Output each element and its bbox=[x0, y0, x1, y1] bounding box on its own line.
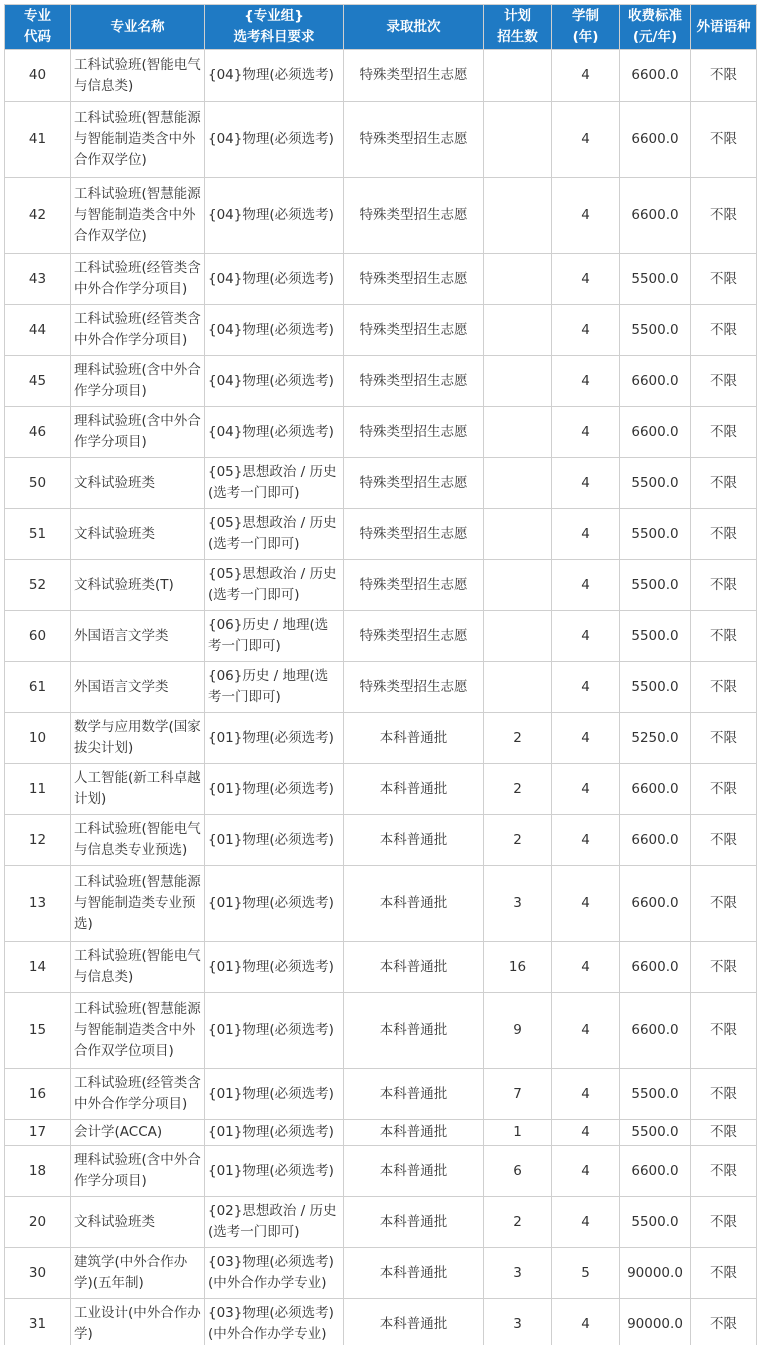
cell-code: 15 bbox=[5, 993, 71, 1069]
cell-plan-count: 2 bbox=[484, 815, 552, 866]
cell-subject-requirement: {01}物理(必须选考) bbox=[205, 764, 344, 815]
cell-major-name: 理科试验班(含中外合作学分项目) bbox=[71, 1146, 205, 1197]
cell-language: 不限 bbox=[691, 815, 757, 866]
cell-plan-count bbox=[484, 662, 552, 713]
cell-fee: 6600.0 bbox=[620, 178, 691, 254]
cell-code: 40 bbox=[5, 50, 71, 102]
cell-language: 不限 bbox=[691, 662, 757, 713]
cell-years: 4 bbox=[552, 1197, 620, 1248]
cell-years: 4 bbox=[552, 509, 620, 560]
cell-plan-count: 2 bbox=[484, 713, 552, 764]
cell-code: 52 bbox=[5, 560, 71, 611]
cell-fee: 6600.0 bbox=[620, 764, 691, 815]
cell-fee: 6600.0 bbox=[620, 102, 691, 178]
cell-batch: 特殊类型招生志愿 bbox=[344, 305, 484, 356]
cell-years: 4 bbox=[552, 1146, 620, 1197]
cell-plan-count bbox=[484, 50, 552, 102]
cell-subject-requirement: {04}物理(必须选考) bbox=[205, 102, 344, 178]
cell-code: 44 bbox=[5, 305, 71, 356]
cell-major-name: 工业设计(中外合作办学) bbox=[71, 1299, 205, 1350]
header-batch: 录取批次 bbox=[344, 5, 484, 50]
cell-years: 4 bbox=[552, 50, 620, 102]
table-row bbox=[5, 560, 757, 611]
header-subject-requirement: {专业组} 选考科目要求 bbox=[205, 5, 344, 50]
cell-subject-requirement: {01}物理(必须选考) bbox=[205, 1069, 344, 1120]
cell-years: 4 bbox=[552, 560, 620, 611]
cell-subject-requirement: {03}物理(必须选考)(中外合作办学专业) bbox=[205, 1248, 344, 1299]
cell-language: 不限 bbox=[691, 713, 757, 764]
cell-years: 4 bbox=[552, 942, 620, 993]
cell-years: 4 bbox=[552, 178, 620, 254]
cell-plan-count: 3 bbox=[484, 1248, 552, 1299]
cell-major-name: 工科试验班(智能电气与信息类) bbox=[71, 942, 205, 993]
table-row bbox=[5, 178, 757, 254]
cell-years: 4 bbox=[552, 764, 620, 815]
cell-fee: 90000.0 bbox=[620, 1299, 691, 1350]
table-row bbox=[5, 1120, 757, 1146]
cell-major-name: 建筑学(中外合作办学)(五年制) bbox=[71, 1248, 205, 1299]
cell-major-name: 理科试验班(含中外合作学分项目) bbox=[71, 407, 205, 458]
cell-major-name: 文科试验班类(T) bbox=[71, 560, 205, 611]
cell-major-name: 工科试验班(经管类含中外合作学分项目) bbox=[71, 305, 205, 356]
cell-batch: 本科普通批 bbox=[344, 1120, 484, 1146]
cell-fee: 5500.0 bbox=[620, 662, 691, 713]
cell-years: 4 bbox=[552, 458, 620, 509]
cell-batch: 特殊类型招生志愿 bbox=[344, 662, 484, 713]
cell-subject-requirement: {04}物理(必须选考) bbox=[205, 178, 344, 254]
cell-code: 45 bbox=[5, 356, 71, 407]
cell-batch: 本科普通批 bbox=[344, 1248, 484, 1299]
table-body bbox=[5, 50, 757, 1350]
cell-years: 4 bbox=[552, 356, 620, 407]
cell-major-name: 文科试验班类 bbox=[71, 1197, 205, 1248]
cell-subject-requirement: {01}物理(必须选考) bbox=[205, 993, 344, 1069]
cell-batch: 本科普通批 bbox=[344, 764, 484, 815]
cell-years: 4 bbox=[552, 407, 620, 458]
cell-years: 5 bbox=[552, 1248, 620, 1299]
cell-language: 不限 bbox=[691, 407, 757, 458]
header-years: 学制 (年) bbox=[552, 5, 620, 50]
table-row bbox=[5, 662, 757, 713]
header-language: 外语语种 bbox=[691, 5, 757, 50]
cell-code: 17 bbox=[5, 1120, 71, 1146]
cell-language: 不限 bbox=[691, 1197, 757, 1248]
cell-batch: 特殊类型招生志愿 bbox=[344, 407, 484, 458]
cell-language: 不限 bbox=[691, 1069, 757, 1120]
table-row bbox=[5, 407, 757, 458]
cell-years: 4 bbox=[552, 993, 620, 1069]
cell-language: 不限 bbox=[691, 356, 757, 407]
cell-plan-count: 7 bbox=[484, 1069, 552, 1120]
cell-fee: 6600.0 bbox=[620, 407, 691, 458]
cell-code: 41 bbox=[5, 102, 71, 178]
cell-major-name: 工科试验班(经管类含中外合作学分项目) bbox=[71, 1069, 205, 1120]
table-row bbox=[5, 1197, 757, 1248]
cell-language: 不限 bbox=[691, 254, 757, 305]
table-row bbox=[5, 713, 757, 764]
cell-major-name: 工科试验班(经管类含中外合作学分项目) bbox=[71, 254, 205, 305]
cell-fee: 5500.0 bbox=[620, 254, 691, 305]
cell-code: 13 bbox=[5, 866, 71, 942]
table-row bbox=[5, 764, 757, 815]
cell-subject-requirement: {01}物理(必须选考) bbox=[205, 866, 344, 942]
cell-fee: 5500.0 bbox=[620, 305, 691, 356]
cell-plan-count bbox=[484, 509, 552, 560]
cut-off-caption bbox=[0, 1345, 761, 1355]
cell-major-name: 文科试验班类 bbox=[71, 509, 205, 560]
cell-plan-count: 3 bbox=[484, 1299, 552, 1350]
cell-language: 不限 bbox=[691, 1248, 757, 1299]
cell-years: 4 bbox=[552, 1120, 620, 1146]
table-row bbox=[5, 1069, 757, 1120]
cell-years: 4 bbox=[552, 1299, 620, 1350]
cell-batch: 本科普通批 bbox=[344, 713, 484, 764]
cell-language: 不限 bbox=[691, 1146, 757, 1197]
table-header-row bbox=[5, 5, 757, 50]
table-row bbox=[5, 102, 757, 178]
cell-plan-count: 6 bbox=[484, 1146, 552, 1197]
cell-years: 4 bbox=[552, 662, 620, 713]
cell-subject-requirement: {01}物理(必须选考) bbox=[205, 713, 344, 764]
cell-batch: 本科普通批 bbox=[344, 942, 484, 993]
cell-code: 18 bbox=[5, 1146, 71, 1197]
cell-fee: 6600.0 bbox=[620, 1146, 691, 1197]
cell-fee: 6600.0 bbox=[620, 356, 691, 407]
cell-plan-count: 1 bbox=[484, 1120, 552, 1146]
cell-major-name: 工科试验班(智能电气与信息类专业预选) bbox=[71, 815, 205, 866]
header-fee: 收费标准 (元/年) bbox=[620, 5, 691, 50]
cell-batch: 特殊类型招生志愿 bbox=[344, 611, 484, 662]
cell-language: 不限 bbox=[691, 560, 757, 611]
cell-years: 4 bbox=[552, 611, 620, 662]
cell-code: 30 bbox=[5, 1248, 71, 1299]
cell-subject-requirement: {04}物理(必须选考) bbox=[205, 50, 344, 102]
cell-plan-count bbox=[484, 305, 552, 356]
cell-batch: 特殊类型招生志愿 bbox=[344, 178, 484, 254]
cell-language: 不限 bbox=[691, 1120, 757, 1146]
cell-fee: 6600.0 bbox=[620, 942, 691, 993]
cell-code: 11 bbox=[5, 764, 71, 815]
cell-fee: 6600.0 bbox=[620, 50, 691, 102]
cell-batch: 本科普通批 bbox=[344, 1146, 484, 1197]
table-row bbox=[5, 1299, 757, 1350]
cell-years: 4 bbox=[552, 254, 620, 305]
cell-plan-count: 9 bbox=[484, 993, 552, 1069]
cell-subject-requirement: {01}物理(必须选考) bbox=[205, 815, 344, 866]
cell-fee: 5500.0 bbox=[620, 509, 691, 560]
cell-major-name: 工科试验班(智能电气与信息类) bbox=[71, 50, 205, 102]
table-row bbox=[5, 942, 757, 993]
cell-years: 4 bbox=[552, 1069, 620, 1120]
cell-language: 不限 bbox=[691, 178, 757, 254]
cell-subject-requirement: {05}思想政治 / 历史(选考一门即可) bbox=[205, 509, 344, 560]
cell-plan-count bbox=[484, 560, 552, 611]
header-code: 专业 代码 bbox=[5, 5, 71, 50]
cell-subject-requirement: {06}历史 / 地理(选考一门即可) bbox=[205, 611, 344, 662]
cell-language: 不限 bbox=[691, 458, 757, 509]
cell-subject-requirement: {03}物理(必须选考)(中外合作办学专业) bbox=[205, 1299, 344, 1350]
cell-batch: 本科普通批 bbox=[344, 866, 484, 942]
cell-major-name: 工科试验班(智慧能源与智能制造类专业预选) bbox=[71, 866, 205, 942]
cell-code: 46 bbox=[5, 407, 71, 458]
cell-subject-requirement: {05}思想政治 / 历史(选考一门即可) bbox=[205, 560, 344, 611]
cell-major-name: 工科试验班(智慧能源与智能制造类含中外合作双学位项目) bbox=[71, 993, 205, 1069]
cell-major-name: 外国语言文学类 bbox=[71, 611, 205, 662]
cell-major-name: 外国语言文学类 bbox=[71, 662, 205, 713]
cell-plan-count: 2 bbox=[484, 764, 552, 815]
cell-code: 31 bbox=[5, 1299, 71, 1350]
cell-language: 不限 bbox=[691, 942, 757, 993]
cell-batch: 特殊类型招生志愿 bbox=[344, 560, 484, 611]
cell-major-name: 工科试验班(智慧能源与智能制造类含中外合作双学位) bbox=[71, 178, 205, 254]
cell-plan-count: 2 bbox=[484, 1197, 552, 1248]
cell-plan-count: 16 bbox=[484, 942, 552, 993]
cell-major-name: 人工智能(新工科卓越计划) bbox=[71, 764, 205, 815]
cell-subject-requirement: {04}物理(必须选考) bbox=[205, 305, 344, 356]
cell-subject-requirement: {01}物理(必须选考) bbox=[205, 942, 344, 993]
cell-language: 不限 bbox=[691, 1299, 757, 1350]
cell-subject-requirement: {06}历史 / 地理(选考一门即可) bbox=[205, 662, 344, 713]
cell-batch: 特殊类型招生志愿 bbox=[344, 458, 484, 509]
cell-plan-count bbox=[484, 611, 552, 662]
cell-batch: 本科普通批 bbox=[344, 815, 484, 866]
cell-language: 不限 bbox=[691, 509, 757, 560]
cell-fee: 5500.0 bbox=[620, 1069, 691, 1120]
cell-code: 10 bbox=[5, 713, 71, 764]
cell-batch: 特殊类型招生志愿 bbox=[344, 254, 484, 305]
cell-language: 不限 bbox=[691, 993, 757, 1069]
cell-fee: 6600.0 bbox=[620, 993, 691, 1069]
header-plan-count: 计划 招生数 bbox=[484, 5, 552, 50]
cell-plan-count bbox=[484, 102, 552, 178]
cell-plan-count: 3 bbox=[484, 866, 552, 942]
cell-code: 14 bbox=[5, 942, 71, 993]
cell-years: 4 bbox=[552, 815, 620, 866]
cell-batch: 特殊类型招生志愿 bbox=[344, 509, 484, 560]
cell-plan-count bbox=[484, 458, 552, 509]
table-row bbox=[5, 254, 757, 305]
cell-code: 42 bbox=[5, 178, 71, 254]
cell-subject-requirement: {05}思想政治 / 历史(选考一门即可) bbox=[205, 458, 344, 509]
cell-years: 4 bbox=[552, 305, 620, 356]
cell-code: 50 bbox=[5, 458, 71, 509]
cell-code: 12 bbox=[5, 815, 71, 866]
cell-years: 4 bbox=[552, 713, 620, 764]
cell-language: 不限 bbox=[691, 764, 757, 815]
cell-batch: 本科普通批 bbox=[344, 993, 484, 1069]
cell-fee: 5500.0 bbox=[620, 611, 691, 662]
cell-batch: 本科普通批 bbox=[344, 1069, 484, 1120]
cell-fee: 90000.0 bbox=[620, 1248, 691, 1299]
cell-subject-requirement: {04}物理(必须选考) bbox=[205, 356, 344, 407]
cell-fee: 5250.0 bbox=[620, 713, 691, 764]
cell-fee: 5500.0 bbox=[620, 560, 691, 611]
cell-language: 不限 bbox=[691, 50, 757, 102]
cell-plan-count bbox=[484, 356, 552, 407]
table-row bbox=[5, 993, 757, 1069]
header-major-name: 专业名称 bbox=[71, 5, 205, 50]
cell-major-name: 工科试验班(智慧能源与智能制造类含中外合作双学位) bbox=[71, 102, 205, 178]
cell-batch: 本科普通批 bbox=[344, 1197, 484, 1248]
table-row bbox=[5, 866, 757, 942]
table-row bbox=[5, 1146, 757, 1197]
cell-language: 不限 bbox=[691, 611, 757, 662]
table-row bbox=[5, 50, 757, 102]
table-row bbox=[5, 611, 757, 662]
cell-years: 4 bbox=[552, 866, 620, 942]
table-row bbox=[5, 305, 757, 356]
cell-major-name: 数学与应用数学(国家拔尖计划) bbox=[71, 713, 205, 764]
cell-subject-requirement: {02}思想政治 / 历史(选考一门即可) bbox=[205, 1197, 344, 1248]
cell-fee: 6600.0 bbox=[620, 866, 691, 942]
cell-code: 51 bbox=[5, 509, 71, 560]
cell-fee: 5500.0 bbox=[620, 1120, 691, 1146]
cell-code: 61 bbox=[5, 662, 71, 713]
cell-subject-requirement: {04}物理(必须选考) bbox=[205, 407, 344, 458]
table-row bbox=[5, 815, 757, 866]
cell-subject-requirement: {01}物理(必须选考) bbox=[205, 1120, 344, 1146]
cell-batch: 特殊类型招生志愿 bbox=[344, 356, 484, 407]
cell-fee: 5500.0 bbox=[620, 458, 691, 509]
cell-code: 60 bbox=[5, 611, 71, 662]
cell-code: 20 bbox=[5, 1197, 71, 1248]
cell-plan-count bbox=[484, 407, 552, 458]
cell-major-name: 理科试验班(含中外合作学分项目) bbox=[71, 356, 205, 407]
cell-code: 43 bbox=[5, 254, 71, 305]
table-row bbox=[5, 509, 757, 560]
cell-fee: 6600.0 bbox=[620, 815, 691, 866]
cell-batch: 特殊类型招生志愿 bbox=[344, 102, 484, 178]
cell-language: 不限 bbox=[691, 866, 757, 942]
cell-code: 16 bbox=[5, 1069, 71, 1120]
table-row bbox=[5, 356, 757, 407]
cell-batch: 本科普通批 bbox=[344, 1299, 484, 1350]
cell-years: 4 bbox=[552, 102, 620, 178]
cell-subject-requirement: {04}物理(必须选考) bbox=[205, 254, 344, 305]
cell-language: 不限 bbox=[691, 305, 757, 356]
table-row bbox=[5, 458, 757, 509]
admission-plan-table bbox=[4, 4, 757, 1350]
cell-batch: 特殊类型招生志愿 bbox=[344, 50, 484, 102]
cell-major-name: 文科试验班类 bbox=[71, 458, 205, 509]
cell-plan-count bbox=[484, 178, 552, 254]
cell-plan-count bbox=[484, 254, 552, 305]
table-row bbox=[5, 1248, 757, 1299]
cell-language: 不限 bbox=[691, 102, 757, 178]
cell-fee: 5500.0 bbox=[620, 1197, 691, 1248]
cell-subject-requirement: {01}物理(必须选考) bbox=[205, 1146, 344, 1197]
cell-major-name: 会计学(ACCA) bbox=[71, 1120, 205, 1146]
